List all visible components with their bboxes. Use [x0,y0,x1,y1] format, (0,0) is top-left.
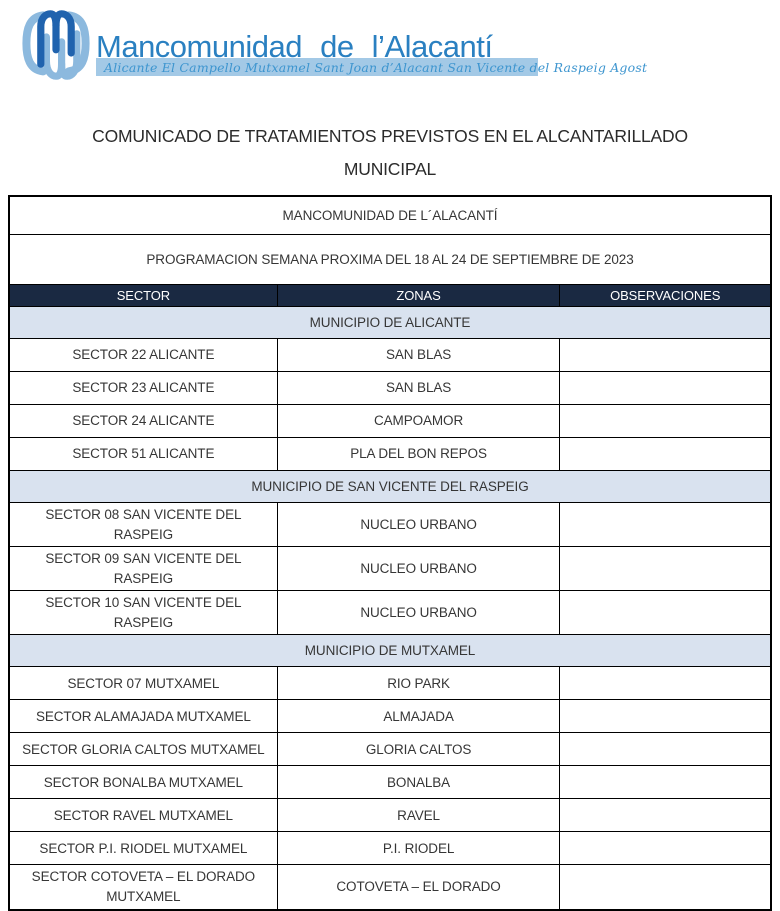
municipality-section-header: MUNICIPIO DE MUTXAMEL [9,635,771,667]
cell-sector: SECTOR GLORIA CALTOS MUTXAMEL [9,733,277,766]
municipality-section-row [9,471,771,503]
table-row [9,438,771,471]
logo-header [0,0,648,95]
cell-observaciones [560,372,771,405]
municipality-section-row [9,635,771,667]
cell-zonas: SAN BLAS [277,339,560,372]
table-row [9,339,771,372]
brand-wordmark: Mancomunidad de l’Alacantí [96,29,493,64]
table-row [9,832,771,865]
cell-observaciones [560,667,771,700]
table-subtitle-row [9,235,771,285]
municipalities-strip-text: Alicante El Campello Mutxamel Sant Joan d’Alacant San Vicente del Raspeig Agost [104,59,648,75]
table-row [9,766,771,799]
municipality-section-row [9,307,771,339]
cell-sector: SECTOR 23 ALICANTE [9,372,277,405]
cell-observaciones [560,405,771,438]
cell-observaciones [560,832,771,865]
cell-zonas: RAVEL [277,799,560,832]
cell-zonas: NUCLEO URBANO [277,503,560,547]
cell-sector: SECTOR 08 SAN VICENTE DEL RASPEIG [9,503,277,547]
column-header-row [9,285,771,307]
cell-observaciones [560,700,771,733]
table-row [9,799,771,832]
cell-zonas: NUCLEO URBANO [277,547,560,591]
cell-sector: SECTOR BONALBA MUTXAMEL [9,766,277,799]
cell-zonas: RIO PARK [277,667,560,700]
treatment-table-body [9,307,771,910]
cell-zonas: NUCLEO URBANO [277,591,560,635]
document-title-line1: COMUNICADO DE TRATAMIENTOS PREVISTOS EN EL ALCANTARILLADO [92,126,688,146]
municipality-section-header: MUNICIPIO DE SAN VICENTE DEL RASPEIG [9,471,771,503]
column-header-zonas: ZONAS [277,285,560,307]
table-row [9,667,771,700]
cell-observaciones [560,865,771,910]
cell-sector: SECTOR 51 ALICANTE [9,438,277,471]
table-row [9,503,771,547]
treatment-schedule-table [8,195,772,911]
table-row [9,547,771,591]
cell-sector: SECTOR RAVEL MUTXAMEL [9,799,277,832]
cell-observaciones [560,503,771,547]
cell-sector: SECTOR 07 MUTXAMEL [9,667,277,700]
cell-sector: SECTOR COTOVETA – EL DORADO MUTXAMEL [9,865,277,910]
column-header-sector: SECTOR [9,285,277,307]
cell-zonas: ALMAJADA [277,700,560,733]
municipality-section-header: MUNICIPIO DE ALICANTE [9,307,771,339]
cell-sector: SECTOR ALAMAJADA MUTXAMEL [9,700,277,733]
cell-sector: SECTOR 09 SAN VICENTE DEL RASPEIG [9,547,277,591]
table-subtitle: PROGRAMACION SEMANA PROXIMA DEL 18 AL 24 DE SEPTIEMBRE DE 2023 [9,235,771,285]
cell-observaciones [560,766,771,799]
table-title-row [9,196,771,235]
table-row [9,865,771,910]
table-title: MANCOMUNIDAD DE L´ALACANTÍ [9,196,771,235]
table-row [9,700,771,733]
cell-sector: SECTOR P.I. RIODEL MUTXAMEL [9,832,277,865]
cell-sector: SECTOR 24 ALICANTE [9,405,277,438]
cell-zonas: PLA DEL BON REPOS [277,438,560,471]
cell-observaciones [560,591,771,635]
cell-observaciones [560,547,771,591]
cell-observaciones [560,339,771,372]
cell-zonas: BONALBA [277,766,560,799]
column-header-observaciones: OBSERVACIONES [560,285,771,307]
cell-sector: SECTOR 22 ALICANTE [9,339,277,372]
table-row [9,591,771,635]
document-title-line2: MUNICIPAL [343,159,437,179]
cell-zonas: COTOVETA – EL DORADO [277,865,560,910]
document-title [0,120,780,186]
cell-zonas: CAMPOAMOR [277,405,560,438]
mancomunidad-logo-icon [14,5,98,85]
cell-observaciones [560,733,771,766]
cell-sector: SECTOR 10 SAN VICENTE DEL RASPEIG [9,591,277,635]
cell-zonas: P.I. RIODEL [277,832,560,865]
cell-observaciones [560,799,771,832]
cell-zonas: GLORIA CALTOS [277,733,560,766]
cell-observaciones [560,438,771,471]
cell-zonas: SAN BLAS [277,372,560,405]
table-row [9,372,771,405]
table-row [9,405,771,438]
table-row [9,733,771,766]
